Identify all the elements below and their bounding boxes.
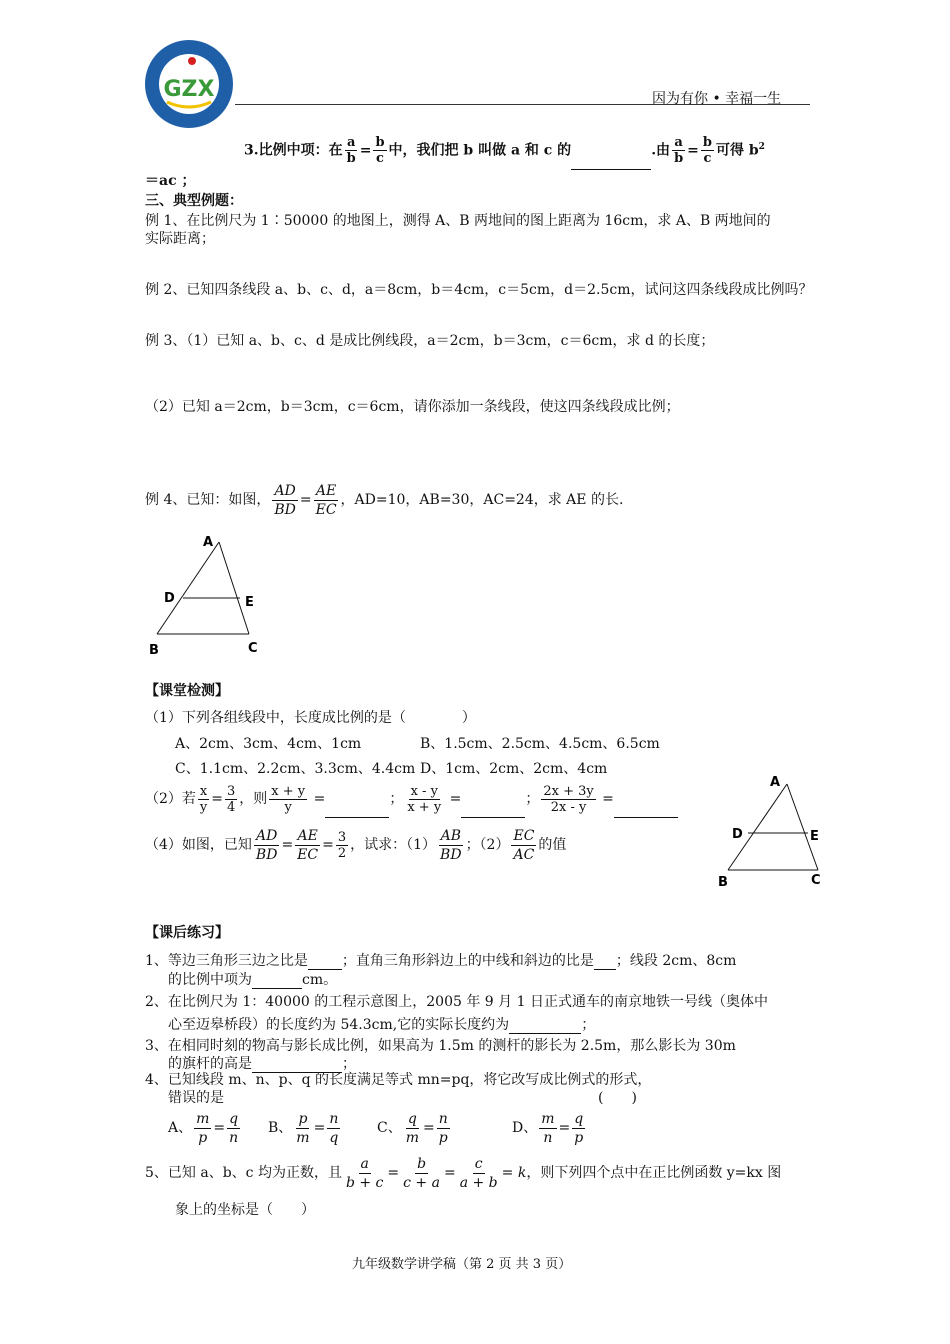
q4-frac-ae-ec: $\frac{AE}{EC}$ xyxy=(297,827,319,863)
fig2-label-a: A xyxy=(770,775,781,790)
hw1-e: cm。 xyxy=(302,972,338,988)
mp-mid: 中，我们把 b 叫做 a 和 c 的 xyxy=(388,142,572,159)
hw4-b-label: B、 xyxy=(268,1120,293,1136)
school-logo xyxy=(143,38,235,130)
q4-end: 的值 xyxy=(538,837,567,853)
hw4-d-label: D、 xyxy=(512,1120,538,1136)
hw2-blank[interactable] xyxy=(509,1033,581,1034)
q4-sep: ；（2） xyxy=(465,837,510,853)
hw4-option-c[interactable]: C、 $\frac{q}{m}$ = $\frac{n}{p}$ xyxy=(377,1110,448,1146)
example-1-line2: 实际距离； xyxy=(145,231,215,247)
section-examples-title: 三、典型例题： xyxy=(145,193,243,209)
hw-problem-2-line2 xyxy=(168,1014,595,1034)
q2-blank-3[interactable] xyxy=(614,817,678,818)
hw-problem-1 xyxy=(145,950,736,970)
hw4-a-frac2: $\frac{q}{n}$ xyxy=(229,1110,239,1146)
hw4-option-d[interactable]: D、 $\frac{m}{n}$ = $\frac{q}{p}$ xyxy=(512,1110,584,1146)
mp-sup: 2 xyxy=(758,142,765,152)
example-1-line1: 例 1、在比例尺为 1∶50000 的地图上，测得 A、B 两地间的图上距离为 16cm，求 A、B 两地间的 xyxy=(145,213,771,229)
hw-problem-5-line1: 5、已知 a、b、c 均为正数，且 $\frac{a}{b + c}$ = $\frac{b}{c + a}$ = $\frac{c}{a + b}$ = k，则下列四个点中在正比例函数 y=kx 图 xyxy=(145,1155,782,1191)
hw1-c: ；线段 2cm、8cm xyxy=(615,953,737,969)
hw1-blank-3[interactable] xyxy=(252,988,302,989)
q4-frac-3-2: $\frac{3}{2}$ xyxy=(337,829,347,861)
hw4-c-frac1: $\frac{q}{m}$ xyxy=(405,1110,419,1146)
hw1-d: 的比例中项为 xyxy=(168,972,252,988)
hw4-c-label: C、 xyxy=(377,1120,402,1136)
q2-blank-2[interactable] xyxy=(461,817,525,818)
frac-a-b: $\frac{a}{b}$ xyxy=(346,135,356,167)
q2-then: ，则 xyxy=(239,791,268,807)
q4-frac-ec-ac: $\frac{EC}{AC}$ xyxy=(513,827,535,863)
q4-prefix: （4）如图，已知 xyxy=(145,837,252,853)
hw4-option-a[interactable]: A、 $\frac{m}{p}$ = $\frac{q}{n}$ xyxy=(168,1110,239,1146)
hw5-b: ，则下列四个点中在正比例函数 y=kx 图 xyxy=(526,1165,782,1181)
q2-prefix: （2）若 xyxy=(145,791,196,807)
q4-frac-ad-bd: $\frac{AD}{BD}$ xyxy=(255,827,278,863)
classcheck-q1-a[interactable]: A、2cm、3cm、4cm、1cm xyxy=(175,736,362,752)
hw3-c: ； xyxy=(342,1056,356,1072)
hw4-d-frac2: $\frac{q}{p}$ xyxy=(574,1110,584,1146)
hw5-frac-c: $\frac{c}{a + b}$ xyxy=(459,1155,498,1191)
hw4-option-b[interactable]: B、 $\frac{p}{m}$ = $\frac{n}{q}$ xyxy=(268,1110,339,1146)
classcheck-q1-d[interactable]: D、1cm、2cm、2cm、4cm xyxy=(420,761,608,777)
frac-b-c: $\frac{b}{c}$ xyxy=(375,135,385,167)
homework-title: 【课后练习】 xyxy=(145,925,229,941)
hw-problem-2-line1: 2、在比例尺为 1：40000 的工程示意图上，2005 年 9 月 1 日正式通车的南京地铁一号线（奥体中 xyxy=(145,994,768,1010)
fig2-label-c: C xyxy=(811,873,821,888)
q2-blank-1[interactable] xyxy=(325,817,389,818)
hw3-b: 的旗杆的高是 xyxy=(168,1056,252,1072)
hw-problem-3-line1: 3、在相同时刻的物高与影长成比例，如果高为 1.5m 的测杆的影长为 2.5m，那么影长为 30m xyxy=(145,1038,736,1054)
example-4: 例 4、已知：如图， $\frac{AD}{BD}$ = $\frac{AE}{EC}$ ，AD=10，AB=30，AC=24，求 AE 的长. xyxy=(145,482,624,518)
hw-problem-1-cont xyxy=(168,969,337,989)
frac-x-y: $\frac{x}{y}$ xyxy=(199,783,208,815)
hw5-k: = k xyxy=(501,1165,527,1181)
hw4-a-frac1: $\frac{m}{p}$ xyxy=(196,1110,210,1146)
hw1-b: ；直角三角形斜边上的中线和斜边的比是 xyxy=(341,953,594,969)
classcheck-q1-c[interactable]: C、1.1cm、2.2cm、3.3cm、4.4cm xyxy=(175,761,416,777)
fig1-label-e: E xyxy=(245,595,254,610)
mp-prefix: 3.比例中项：在 xyxy=(244,142,343,159)
hw5-frac-b: $\frac{b}{c + a}$ xyxy=(403,1155,440,1191)
mp-end: 可得 b xyxy=(715,142,759,159)
fig1-label-a: A xyxy=(203,535,214,550)
hw-problem-4-paren[interactable]: ( ) xyxy=(598,1090,637,1106)
fig1-label-c: C xyxy=(248,641,258,656)
classcheck-q1: （1）下列各组线段中，长度成比例的是（ ） xyxy=(145,710,476,726)
hw4-a-label: A、 xyxy=(168,1120,193,1136)
mean-proportional-cont: ＝ac ； xyxy=(145,173,196,189)
mp-dot: .由 xyxy=(651,142,671,159)
classcheck-q1-b[interactable]: B、1.5cm、2.5cm、4.5cm、6.5cm xyxy=(420,736,660,752)
example-3-part1: 例 3、（1）已知 a、b、c、d 是成比例线段，a＝2cm，b＝3cm，c＝6cm，求 d 的长度； xyxy=(145,333,715,349)
page-footer: 九年级数学讲学稿（第 2 页 共 3 页） xyxy=(352,1257,572,1272)
frac-a-b-2: $\frac{a}{b}$ xyxy=(674,135,684,167)
header-slogan: 因为有你 • 幸福一生 xyxy=(652,91,782,107)
hw4-b-frac1: $\frac{p}{m}$ xyxy=(296,1110,310,1146)
classcheck-title: 【课堂检测】 xyxy=(145,683,229,699)
ex4-suffix: ，AD=10，AB=30，AC=24，求 AE 的长. xyxy=(340,492,624,508)
mean-proportional-line: 3.比例中项：在 $\frac{a}{b}$ = $\frac{b}{c}$ 中，我们把 b 叫做 a 和 c 的 .由 $\frac{a}{b}$ = $\frac{b}{c}$ 可得 $b^2$ xyxy=(244,128,765,170)
classcheck-q4: （4）如图，已知 $\frac{AD}{BD}$ = $\frac{AE}{EC}$ = $\frac{3}{2}$ ，试求：（1） $\frac{AB}{BD}$ ；（2） $\frac{EC}{AC}$ 的值 xyxy=(145,827,567,863)
hw5-frac-a: $\frac{a}{b + c}$ xyxy=(345,1155,384,1191)
triangle-figure-2 xyxy=(712,768,837,893)
triangle-figure-1 xyxy=(145,530,275,660)
q4-frac-ab-bd: $\frac{AB}{BD}$ xyxy=(440,827,462,863)
answer-blank[interactable] xyxy=(571,169,651,170)
fig2-label-b: B xyxy=(718,875,728,890)
hw4-b-frac2: $\frac{n}{q}$ xyxy=(329,1110,339,1146)
frac-3-4: $\frac{3}{4}$ xyxy=(227,783,236,815)
hw-problem-5-line2: 象上的坐标是（ ） xyxy=(175,1202,315,1218)
fig2-label-d: D xyxy=(732,827,743,842)
hw4-c-frac2: $\frac{n}{p}$ xyxy=(438,1110,448,1146)
hw1-blank-2[interactable] xyxy=(594,969,616,970)
fig1-label-b: B xyxy=(149,643,159,658)
classcheck-q2: （2）若 $\frac{x}{y}$ = $\frac{3}{4}$ ，则 $\frac{x + y}{y}$ = ； $\frac{x - y}{x + y}$ = ； $\frac{2x + 3y}{2x - y}$ = xyxy=(145,780,678,818)
frac-xpy-y: $\frac{x + y}{y}$ xyxy=(271,783,306,815)
hw-problem-4-line2: 错误的是 xyxy=(168,1090,224,1106)
example-3-part2: （2）已知 a＝2cm，b＝3cm，c＝6cm，请你添加一条线段，使这四条线段成比例； xyxy=(145,399,680,415)
fig1-label-d: D xyxy=(164,591,175,606)
hw-problem-4-line1: 4、已知线段 m、n、p、q 的长度满足等式 mn=pq，将它改写成比例式的形式， xyxy=(145,1072,652,1088)
hw4-d-frac1: $\frac{m}{n}$ xyxy=(541,1110,555,1146)
frac-ad-bd: $\frac{AD}{BD}$ xyxy=(274,482,296,518)
frac-2x3y-2xy: $\frac{2x + 3y}{2x - y}$ xyxy=(543,783,594,815)
hw1-a: 1、等边三角形三边之比是 xyxy=(145,953,308,969)
example-2: 例 2、已知四条线段 a、b、c、d，a＝8cm，b＝4cm，c＝5cm，d＝2.5cm，试问这四条线段成比例吗？ xyxy=(145,282,813,298)
ex4-prefix: 例 4、已知：如图， xyxy=(145,492,271,508)
fig2-label-e: E xyxy=(810,829,819,844)
frac-ae-ec: $\frac{AE}{EC}$ xyxy=(315,482,337,518)
logo-letters: GZX xyxy=(163,77,215,102)
hw2-b: 心至迈皋桥段）的长度约为 54.3cm,它的实际长度约为 xyxy=(168,1017,510,1033)
frac-xmy-xpy: $\frac{x - y}{x + y}$ xyxy=(407,783,442,815)
q4-mid: ，试求：（1） xyxy=(350,837,437,853)
frac-b-c-2: $\frac{b}{c}$ xyxy=(702,135,712,167)
hw2-c: ； xyxy=(581,1017,596,1033)
hw5-a: 5、已知 a、b、c 均为正数，且 xyxy=(145,1165,342,1181)
